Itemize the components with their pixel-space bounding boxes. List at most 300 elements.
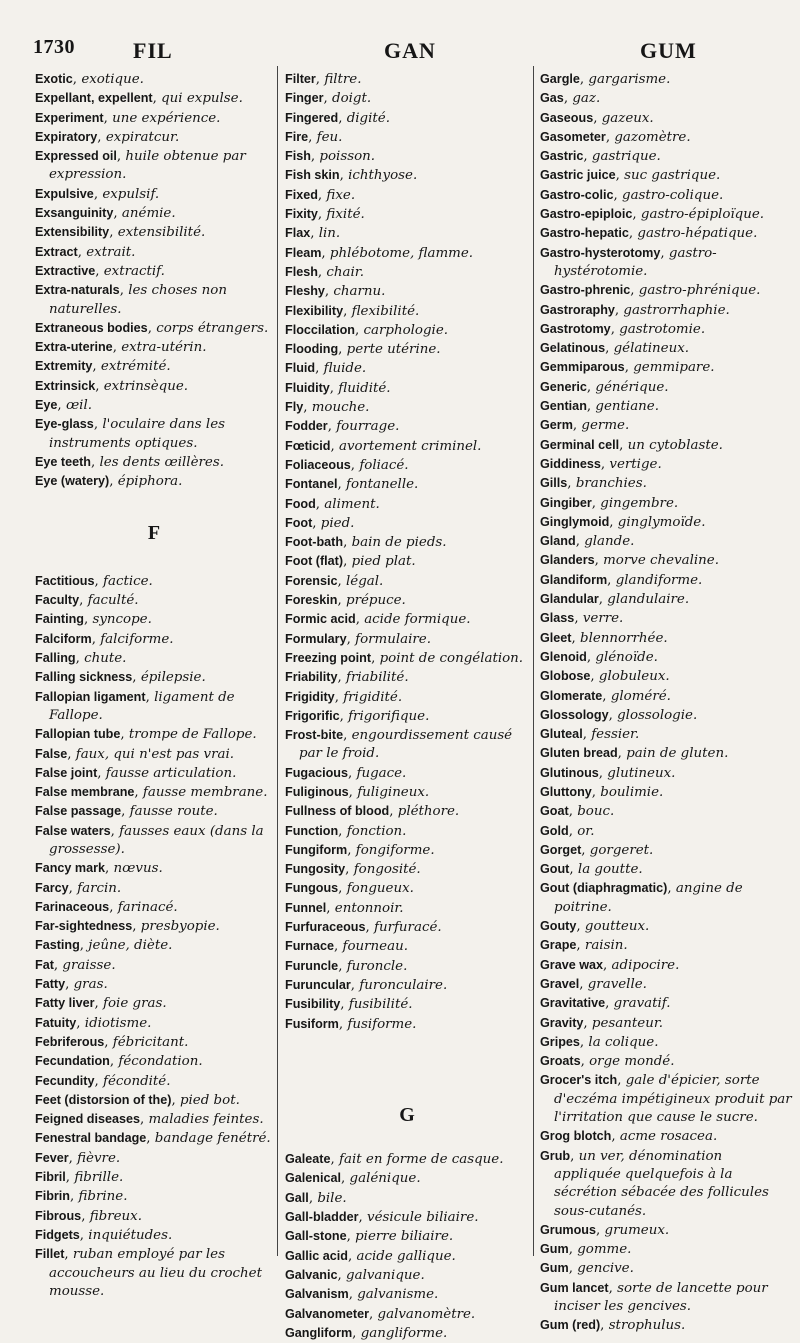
dictionary-entry: Fleshy, charnu.	[285, 284, 386, 300]
entry-translation: doigt.	[332, 91, 372, 107]
entry-translation: globuleux.	[598, 669, 670, 685]
entry-translation: feu.	[316, 129, 343, 145]
entry-translation: idiotisme.	[84, 1015, 152, 1031]
entry-term: False	[35, 746, 68, 761]
entry-term: Finger	[285, 91, 324, 106]
dictionary-entry: Factitious, factice.	[35, 573, 153, 589]
entry-term: Freezing point	[285, 650, 372, 665]
entry-translation: fièvre.	[77, 1150, 121, 1166]
entry-translation: galénique.	[349, 1171, 421, 1187]
entry-term: Fontanel	[285, 477, 338, 492]
dictionary-entry: Gravitative, gravatif.	[540, 996, 671, 1012]
entry-translation: digité.	[346, 110, 390, 126]
entry-translation: l'oculaire dans les instruments optiques.	[49, 417, 225, 451]
entry-term: Exotic	[35, 72, 73, 86]
entry-term: Expellant, expellent	[35, 91, 153, 106]
entry-term: Gall	[285, 1190, 309, 1205]
entry-translation: pied.	[320, 515, 355, 531]
entry-term: Extract	[35, 244, 78, 259]
dictionary-entry: Exsanguinity, anémie.	[35, 206, 176, 222]
dictionary-entry: Gluttony, boulimie.	[540, 784, 664, 800]
dictionary-entry: Glossology, glossologie.	[540, 707, 698, 723]
entry-term: Gum lancet	[540, 1280, 609, 1295]
entry-term: Fleam	[285, 245, 322, 260]
entry-term: Frost-bite	[285, 728, 344, 743]
entry-translation: strophulus.	[608, 1318, 686, 1334]
entry-term: False membrane	[35, 785, 135, 800]
entry-term: Furuncular	[285, 977, 351, 992]
dictionary-entry: Grape, raisin.	[540, 938, 628, 954]
entry-translation: raisin.	[584, 938, 628, 954]
entry-term: Gland	[540, 534, 576, 549]
dictionary-entry: Gastro-phrenic, gastro-phrénique.	[540, 283, 761, 299]
dictionary-entry: Formic acid, acide formique.	[285, 612, 471, 628]
entry-translation: corps étrangers.	[156, 320, 269, 336]
dictionary-entry: Expiratory, expiratcur.	[35, 129, 180, 145]
entry-translation: extra-utérin.	[121, 340, 207, 356]
dictionary-entry: Gland, glande.	[540, 534, 635, 550]
entry-translation: gale d'épicier, sorte d'eczéma impétigineux produit par l'irritation que cause le sucre.	[554, 1073, 792, 1126]
entry-translation: orge mondé.	[589, 1054, 675, 1070]
entry-translation: farcin.	[77, 880, 122, 896]
entry-translation: germe.	[581, 418, 630, 434]
entry-term: Food	[285, 496, 316, 511]
dictionary-entry: Fish skin, ichthyose.	[285, 168, 418, 184]
entry-translation: morve chevaline.	[603, 553, 719, 569]
section-letter: F	[147, 521, 161, 544]
entry-term: Glass	[540, 611, 575, 626]
entry-translation: perte utérine.	[346, 342, 441, 358]
dictionary-entry: Gluteal, fessier.	[540, 727, 640, 743]
dictionary-entry: Gouty, goutteux.	[540, 919, 650, 935]
dictionary-entry: Gastroraphy, gastrorrhaphie.	[540, 302, 730, 318]
entry-term: False waters	[35, 823, 111, 838]
entry-translation: ginglymoïde.	[617, 514, 706, 530]
dictionary-entry: Fenestral bandage, bandage fenétré.	[35, 1131, 271, 1147]
dictionary-entry: Finger, doigt.	[285, 91, 372, 107]
dictionary-entry: Galenical, galénique.	[285, 1171, 421, 1187]
entry-translation: ruban employé par les accoucheurs au lieu du crochet mousse.	[49, 1247, 262, 1299]
entry-term: Feet (distorsion of the)	[35, 1092, 172, 1107]
dictionary-entry: Furfuraceous, furfuracé.	[285, 920, 442, 936]
dictionary-entry: Foot-bath, bain de pieds.	[285, 535, 447, 551]
entry-translation: extrémité.	[100, 359, 171, 375]
entry-term: Globose	[540, 669, 591, 684]
entry-translation: extensibilité.	[117, 225, 206, 241]
entry-translation: gemmipare.	[633, 360, 715, 376]
entry-translation: fébricitant.	[112, 1034, 189, 1050]
dictionary-entry: Eye-glass, l'oculaire dans les instruments optiques.	[35, 417, 225, 451]
entry-term: Fillet	[35, 1247, 65, 1262]
dictionary-entry: Germinal cell, un cytoblaste.	[540, 437, 723, 453]
entry-translation: fécondation.	[118, 1054, 203, 1070]
dictionary-entry: Gluten bread, pain de gluten.	[540, 746, 729, 762]
entry-term: Fish	[285, 149, 311, 164]
entry-translation: frigorifique.	[348, 708, 430, 724]
entry-translation: gastro-phrénique.	[638, 283, 761, 299]
entry-term: Glomerate	[540, 688, 603, 703]
dictionary-entry: False passage, fausse route.	[35, 804, 218, 820]
column-rule	[533, 66, 534, 1256]
dictionary-entry: Falling, chute.	[35, 651, 127, 667]
dictionary-entry: Gum, gomme.	[540, 1242, 632, 1258]
dictionary-entry: Gall, bile.	[285, 1190, 347, 1206]
entry-translation: générique.	[595, 379, 669, 395]
dictionary-entry: Fungiform, fongiforme.	[285, 842, 435, 858]
entry-translation: charnu.	[333, 284, 386, 300]
dictionary-entry: Flexibility, flexibilité.	[285, 303, 420, 319]
dictionary-entry: Gout, la goutte.	[540, 862, 643, 878]
dictionary-entry: Gemmiparous, gemmipare.	[540, 360, 715, 376]
entry-translation: jeûne, diète.	[88, 938, 173, 954]
entry-term: Goat	[540, 804, 569, 819]
entry-translation: gorgeret.	[589, 842, 654, 858]
entry-term: Falciform	[35, 631, 92, 646]
entry-term: Glutinous	[540, 765, 599, 780]
dictionary-entry: Exotic, exotique.	[35, 72, 144, 87]
dictionary-entry: Fixity, fixité.	[285, 207, 365, 223]
entry-term: Gum	[540, 1261, 569, 1276]
dictionary-entry: Gum, gencive.	[540, 1261, 634, 1277]
dictionary-entry: Function, fonction.	[285, 823, 407, 839]
entry-translation: gravatif.	[613, 996, 671, 1012]
dictionary-entry: Grocer's itch, gale d'épicier, sorte d'eczéma impétigineux produit par l'irritation que cause le sucre.	[540, 1073, 792, 1126]
dictionary-entry: Glomerate, gloméré.	[540, 688, 671, 704]
entry-translation: engourdissement causé par le froid.	[299, 728, 513, 762]
entry-translation: faux, qui n'est pas vrai.	[75, 746, 235, 762]
entry-translation: avortement criminel.	[338, 438, 482, 454]
dictionary-entry: Generic, générique.	[540, 379, 669, 395]
entry-translation: fausse membrane.	[142, 785, 268, 801]
entry-translation: boulimie.	[600, 784, 664, 800]
dictionary-entry: Gingiber, gingembre.	[540, 495, 679, 511]
entry-term: Fluidity	[285, 380, 330, 395]
dictionary-entry: Fungous, fongueux.	[285, 881, 414, 897]
entry-term: Gravity	[540, 1015, 584, 1030]
entry-term: Gastro-colic	[540, 187, 614, 202]
entry-translation: gastro-colique.	[622, 187, 724, 203]
entry-term: Fancy mark	[35, 861, 106, 876]
entry-translation: filtre.	[324, 72, 362, 87]
dictionary-entry: Gaseous, gazeux.	[540, 110, 654, 126]
entry-translation: furfuracé.	[374, 920, 442, 936]
entry-translation: gomme.	[577, 1242, 632, 1258]
entry-term: Faculty	[35, 593, 80, 608]
entry-term: Galenical	[285, 1171, 342, 1186]
entry-term: Fixity	[285, 207, 318, 222]
entry-term: Gouty	[540, 919, 577, 934]
entry-term: Generic	[540, 379, 587, 394]
entry-translation: inquiétudes.	[88, 1227, 173, 1243]
entry-term: Grog blotch	[540, 1129, 612, 1144]
dictionary-entry: Foot, pied.	[285, 515, 355, 531]
entry-translation: gastro-épiploïque.	[640, 207, 765, 223]
entry-term: Glanders	[540, 553, 595, 568]
entry-translation: branchies.	[575, 476, 647, 492]
entry-term: Exsanguinity	[35, 206, 114, 221]
dictionary-entry: Gall-stone, pierre biliaire.	[285, 1229, 454, 1245]
entry-term: Function	[285, 823, 339, 838]
entry-translation: exotique.	[81, 72, 144, 87]
entry-term: Flax	[285, 226, 311, 241]
dictionary-entry: Grumous, grumeux.	[540, 1222, 670, 1238]
entry-translation: acme rosacea.	[619, 1129, 718, 1145]
entry-term: Frigorific	[285, 708, 340, 723]
entry-translation: gentiane.	[595, 399, 659, 415]
entry-term: Friability	[285, 670, 338, 685]
entry-term: Formulary	[285, 631, 347, 646]
dictionary-entry: Food, aliment.	[285, 496, 380, 512]
entry-term: Fatty liver	[35, 996, 95, 1011]
entry-translation: fluidité.	[338, 380, 391, 396]
dictionary-entry: Gargle, gargarisme.	[540, 72, 671, 87]
entry-term: Gastric juice	[540, 168, 616, 183]
entry-term: Fecundity	[35, 1073, 95, 1088]
dictionary-entry: Gallic acid, acide gallique.	[285, 1248, 456, 1264]
dictionary-entry: Ginglymoid, ginglymoïde.	[540, 514, 706, 530]
dictionary-entry: Fever, fièvre.	[35, 1150, 121, 1166]
dictionary-entry: Floccilation, carphologie.	[285, 322, 449, 338]
entry-term: Febriferous	[35, 1034, 105, 1049]
dictionary-entry: Fish, poisson.	[285, 149, 376, 165]
entry-translation: une expérience.	[112, 110, 221, 126]
entry-translation: bain de pieds.	[351, 535, 447, 551]
entry-term: Gripes	[540, 1034, 580, 1049]
entry-translation: gravelle.	[587, 976, 647, 992]
entry-term: Gravel	[540, 976, 580, 991]
dictionary-entry: Extensibility, extensibilité.	[35, 225, 206, 241]
entry-term: Gleet	[540, 630, 572, 645]
dictionary-entry: Gum (red), strophulus.	[540, 1318, 686, 1334]
dictionary-entry: Fugacious, fugace.	[285, 765, 407, 781]
entry-translation: fuligineux.	[357, 784, 430, 800]
entry-term: Gluten bread	[540, 746, 618, 761]
entry-term: Extra-naturals	[35, 283, 120, 298]
entry-term: Giddiness	[540, 456, 601, 471]
entry-term: Fallopian tube	[35, 727, 121, 742]
entry-translation: gaz.	[572, 91, 601, 107]
dictionary-entry: Funnel, entonnoir.	[285, 900, 404, 916]
entry-translation: expiratcur.	[105, 129, 180, 145]
dictionary-entry: Foot (flat), pied plat.	[285, 554, 416, 570]
dictionary-entry: False joint, fausse articulation.	[35, 765, 237, 781]
entry-term: Fungous	[285, 881, 339, 896]
entry-term: Gastro-epiploic	[540, 207, 633, 222]
entry-term: Foliaceous	[285, 457, 351, 472]
dictionary-entry: Fontanel, fontanelle.	[285, 477, 419, 493]
entry-term: Grub	[540, 1148, 571, 1163]
entry-term: Fugacious	[285, 765, 348, 780]
column-right	[540, 70, 792, 1336]
entry-term: Galvanometer	[285, 1306, 369, 1321]
dictionary-entry: Fire, feu.	[285, 129, 343, 145]
entry-term: Glandular	[540, 592, 599, 607]
dictionary-entry: Freezing point, point de congélation.	[285, 650, 524, 666]
entry-term: Formic acid	[285, 612, 356, 627]
dictionary-entry: Gravity, pesanteur.	[540, 1015, 664, 1031]
dictionary-entry: Gastric, gastrique.	[540, 149, 661, 165]
entry-translation: un cytoblaste.	[627, 437, 723, 453]
entry-translation: un ver, dénomination appliquée quelquefois à la sécrétion sébacée des follicules sous-cutanés.	[554, 1148, 769, 1219]
entry-term: Falling	[35, 651, 76, 666]
dictionary-entry: Gout (diaphragmatic), angine de poitrine.	[540, 881, 743, 915]
dictionary-entry: Gastro-hepatic, gastro-hépatique.	[540, 226, 758, 242]
entry-translation: extrinsèque.	[103, 378, 189, 394]
entry-translation: mouche.	[311, 400, 370, 416]
entry-term: Gold	[540, 823, 569, 838]
dictionary-entry: Fibrin, fibrine.	[35, 1189, 128, 1205]
entry-translation: verre.	[582, 611, 624, 627]
entry-translation: la goutte.	[577, 862, 643, 878]
dictionary-entry: Groats, orge mondé.	[540, 1054, 675, 1070]
entry-translation: fausse route.	[129, 804, 218, 820]
dictionary-entry: Gastro-colic, gastro-colique.	[540, 187, 724, 203]
entry-translation: anémie.	[121, 206, 176, 222]
entry-translation: foie gras.	[103, 996, 167, 1012]
dictionary-entry: Fecundation, fécondation.	[35, 1054, 203, 1070]
dictionary-entry: Falciform, falciforme.	[35, 631, 174, 647]
entry-translation: gingembre.	[600, 495, 679, 511]
entry-translation: acide gallique.	[356, 1248, 456, 1264]
entry-translation: flexibilité.	[351, 303, 420, 319]
dictionary-entry: Globose, globuleux.	[540, 669, 670, 685]
entry-translation: fait en forme de casque.	[339, 1152, 504, 1168]
entry-term: Fly	[285, 400, 304, 415]
entry-term: Extremity	[35, 359, 93, 374]
dictionary-entry: Expressed oil, huile obtenue par expression.	[35, 149, 246, 183]
running-head-left: FIL	[133, 38, 173, 63]
entry-translation: carphologie.	[363, 322, 449, 338]
entry-term: Gills	[540, 476, 568, 491]
entry-term: Farinaceous	[35, 899, 110, 914]
dictionary-entry: Frigidity, frigidité.	[285, 689, 403, 705]
dictionary-entry: Fullness of blood, pléthore.	[285, 804, 460, 820]
running-head-center: GAN	[384, 38, 436, 63]
dictionary-entry: Eye teeth, les dents œillères.	[35, 454, 224, 470]
dictionary-entry: Extract, extrait.	[35, 244, 136, 260]
entry-term: Flexibility	[285, 303, 344, 318]
entry-term: Fusibility	[285, 997, 341, 1012]
entry-translation: fessier.	[591, 727, 640, 743]
dictionary-entry: Fillet, ruban employé par les accoucheurs au lieu du crochet mousse.	[35, 1247, 262, 1299]
entry-translation: fibrille.	[74, 1170, 124, 1186]
entry-translation: les choses non naturelles.	[49, 283, 227, 317]
entry-translation: fixe.	[326, 187, 356, 203]
entry-term: Glandiform	[540, 572, 608, 587]
entry-translation: gargarisme.	[588, 72, 671, 87]
dictionary-entry: Flax, lin.	[285, 226, 341, 242]
dictionary-entry: Fuliginous, fuligineux.	[285, 784, 430, 800]
dictionary-entry: Grog blotch, acme rosacea.	[540, 1129, 718, 1145]
entry-term: Gum	[540, 1242, 569, 1257]
dictionary-entry: Fallopian tube, trompe de Fallope.	[35, 727, 257, 743]
entry-translation: formulaire.	[355, 631, 431, 647]
dictionary-entry: Grub, un ver, dénomination appliquée quelquefois à la sécrétion sébacée des follicules sous-cutanés.	[540, 1148, 769, 1219]
dictionary-entry: Gills, branchies.	[540, 476, 647, 492]
entry-term: Gout	[540, 862, 570, 877]
entry-translation: goutteux.	[584, 919, 650, 935]
entry-term: Germinal cell	[540, 437, 620, 452]
entry-term: Fusiform	[285, 1016, 339, 1031]
dictionary-entry: Fluid, fluide.	[285, 361, 367, 377]
dictionary-entry: Fusibility, fusibilité.	[285, 997, 413, 1013]
entry-translation: poisson.	[319, 149, 376, 165]
entry-translation: fusiforme.	[347, 1016, 417, 1032]
dictionary-entry: Germ, germe.	[540, 418, 630, 434]
entry-translation: fonction.	[346, 823, 407, 839]
dictionary-entry: Flesh, chair.	[285, 264, 364, 280]
entry-translation: gastrorrhaphie.	[623, 302, 730, 318]
entry-translation: graisse.	[62, 957, 116, 973]
dictionary-entry: Galvanic, galvanique.	[285, 1267, 425, 1283]
entry-translation: faculté.	[87, 593, 139, 609]
entry-term: Floccilation	[285, 322, 355, 337]
entry-translation: nœvus.	[113, 861, 163, 877]
entry-term: Fenestral bandage	[35, 1131, 147, 1146]
dictionary-entry: False waters, fausses eaux (dans la grossesse).	[35, 823, 264, 857]
entry-term: Falling sickness	[35, 670, 133, 685]
entry-translation: gastrotomie.	[619, 321, 706, 337]
entry-translation: extrait.	[86, 244, 136, 260]
dictionary-entry: Expellant, expellent, qui expulse.	[35, 91, 243, 107]
entry-term: Fat	[35, 957, 54, 972]
entry-term: Gargle	[540, 72, 580, 86]
entry-term: Eye-glass	[35, 417, 94, 432]
entry-translation: épilepsie.	[140, 670, 206, 686]
entry-translation: sorte de lancette pour inciser les gencives.	[554, 1280, 768, 1314]
entry-term: Furuncle	[285, 958, 339, 973]
entry-term: Funnel	[285, 900, 327, 915]
entry-translation: fourneau.	[342, 939, 408, 955]
entry-translation: glutineux.	[607, 765, 676, 781]
dictionary-entry: Far-sightedness, presbyopie.	[35, 919, 220, 935]
column-middle	[285, 70, 529, 1343]
entry-term: Grape	[540, 938, 577, 953]
dictionary-entry: Goat, bouc.	[540, 804, 615, 820]
dictionary-entry: Galvanometer, galvanomètre.	[285, 1306, 476, 1322]
dictionary-entry: Foliaceous, foliacé.	[285, 457, 409, 473]
entry-translation: expulsif.	[102, 186, 160, 202]
entry-term: Expiratory	[35, 129, 98, 144]
entry-term: Foot-bath	[285, 535, 344, 550]
entry-translation: gras.	[73, 977, 108, 993]
entry-term: Gastro-hepatic	[540, 226, 629, 241]
dictionary-entry: Extremity, extrémité.	[35, 359, 171, 375]
entry-term: Expressed oil	[35, 149, 117, 164]
dictionary-entry: False membrane, fausse membrane.	[35, 785, 268, 801]
dictionary-entry: Forensic, légal.	[285, 573, 384, 589]
entry-term: Fleshy	[285, 284, 325, 299]
entry-translation: fongueux.	[346, 881, 414, 897]
entry-translation: chair.	[326, 264, 364, 280]
entry-term: Expulsive	[35, 186, 94, 201]
entry-term: Fluid	[285, 361, 316, 376]
entry-term: Gastric	[540, 149, 584, 164]
entry-term: Extra-uterine	[35, 340, 113, 355]
entry-term: Gastro-phrenic	[540, 283, 631, 298]
dictionary-entry: Glandiform, glandiforme.	[540, 572, 703, 588]
dictionary-entry: Fleam, phlébotome, flamme.	[285, 245, 474, 261]
entry-translation: fluide.	[323, 361, 367, 377]
dictionary-entry: Feigned diseases, maladies feintes.	[35, 1112, 264, 1128]
dictionary-entry: Extraneous bodies, corps étrangers.	[35, 320, 269, 336]
entry-term: Fuliginous	[285, 784, 349, 799]
entry-translation: épiphora.	[117, 474, 183, 490]
entry-term: Gall-bladder	[285, 1210, 359, 1225]
entry-translation: fourrage.	[336, 419, 400, 435]
dictionary-entry: Gall-bladder, vésicule biliaire.	[285, 1210, 479, 1226]
dictionary-entry: Furnace, fourneau.	[285, 939, 408, 955]
